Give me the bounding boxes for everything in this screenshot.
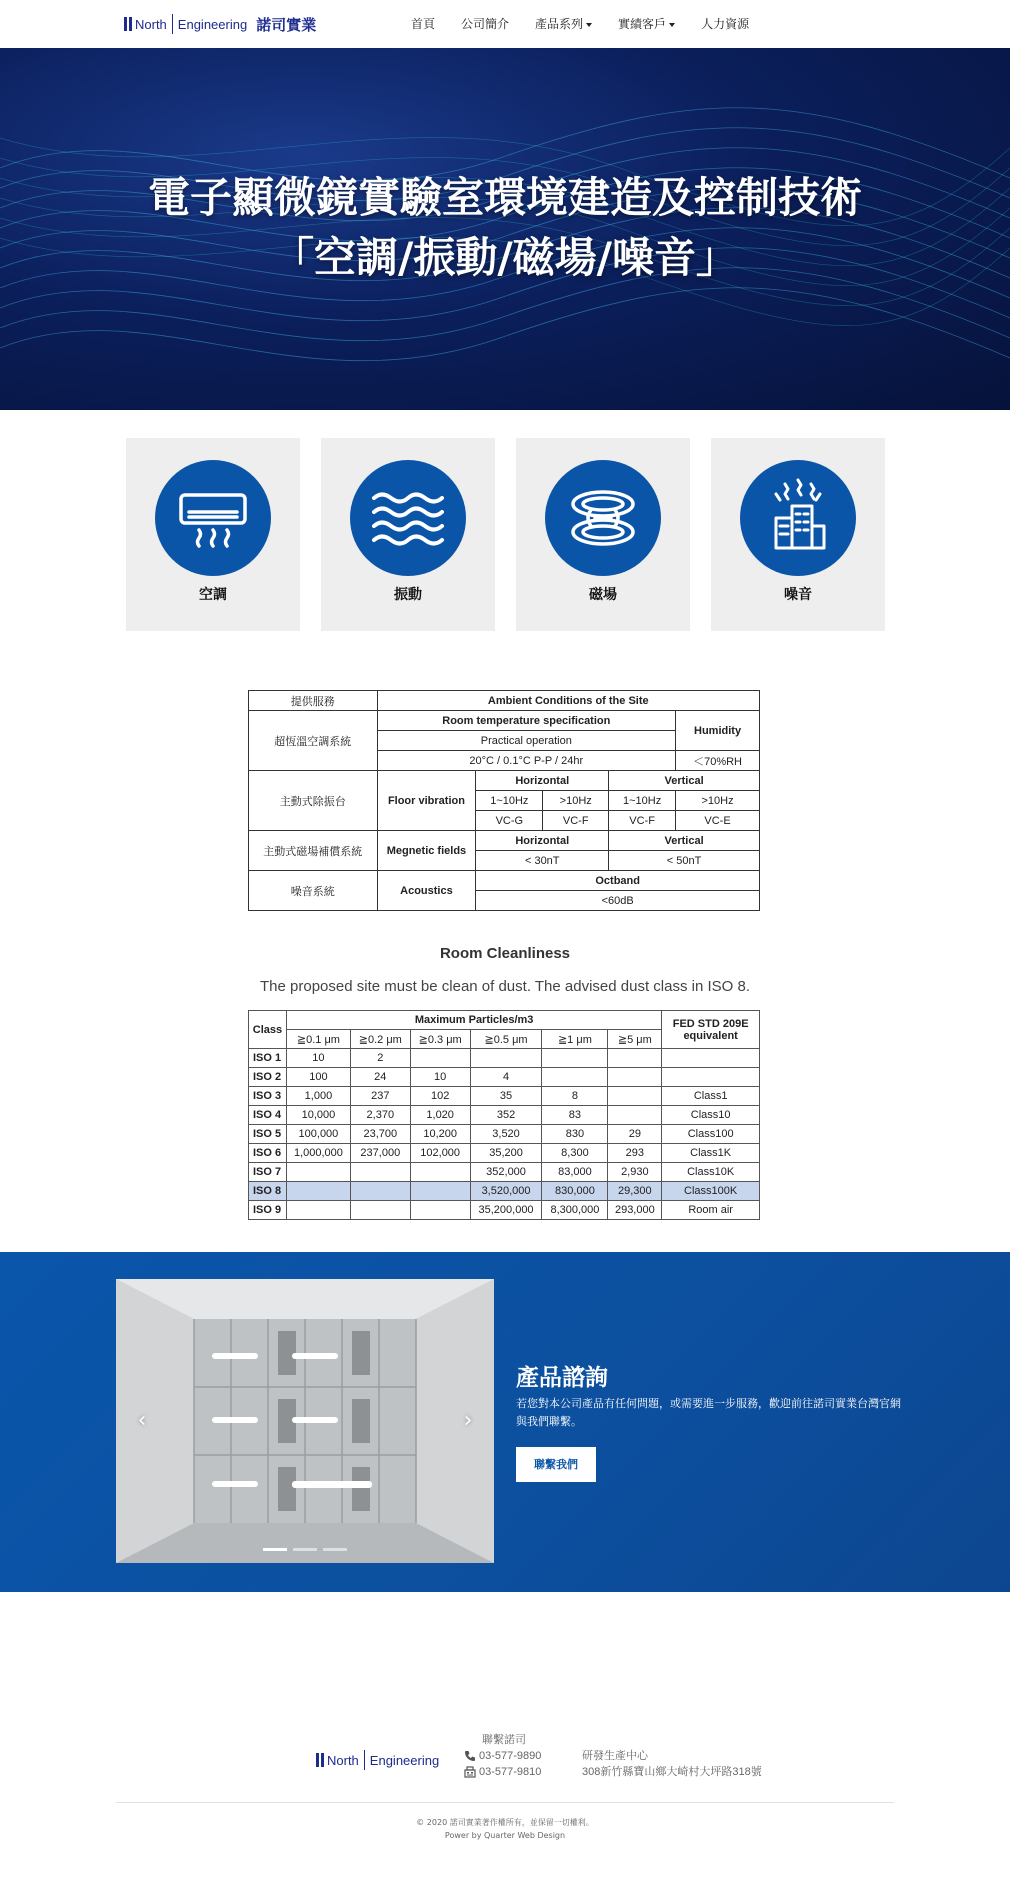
hero-title-line2: 「空調/振動/磁場/噪音」 bbox=[271, 233, 739, 282]
feature-card-noise[interactable] bbox=[711, 438, 885, 631]
table-row bbox=[249, 771, 760, 791]
particle-count-cell: 3,520 bbox=[470, 1125, 542, 1144]
fed-equivalent-cell: Class10K bbox=[662, 1163, 760, 1182]
logo-divider bbox=[172, 14, 173, 34]
particle-count-cell: 2,930 bbox=[608, 1163, 662, 1182]
nav-item-label: 公司簡介 bbox=[461, 17, 510, 31]
table-row bbox=[249, 1201, 760, 1220]
particle-count-cell bbox=[608, 1049, 662, 1068]
particle-count-cell bbox=[608, 1087, 662, 1106]
fed-equivalent-cell bbox=[662, 1049, 760, 1068]
particle-count-cell: 1,020 bbox=[410, 1106, 470, 1125]
table-header-ambient: Ambient Conditions of the Site bbox=[377, 691, 759, 711]
particle-count-cell bbox=[286, 1201, 350, 1220]
fed-equivalent-cell bbox=[662, 1068, 760, 1087]
nav-item-about[interactable] bbox=[461, 15, 509, 32]
acoustics: Acoustics bbox=[377, 871, 476, 911]
vib-range: >10Hz bbox=[543, 791, 609, 811]
class-header: Class bbox=[249, 1011, 287, 1049]
table-row bbox=[249, 871, 760, 891]
particle-count-cell: 83,000 bbox=[542, 1163, 608, 1182]
logo-engineering-text: Engineering bbox=[177, 16, 248, 32]
particle-count-cell: 23,700 bbox=[350, 1125, 410, 1144]
particle-count-cell: 8,300 bbox=[542, 1144, 608, 1163]
table-row bbox=[249, 1144, 760, 1163]
hero-banner bbox=[0, 48, 1010, 410]
particle-count-cell bbox=[608, 1106, 662, 1125]
particle-count-cell: 100 bbox=[286, 1068, 350, 1087]
service-acoustic: 噪音系統 bbox=[249, 871, 378, 911]
footer-contact bbox=[464, 1732, 541, 1780]
particle-count-cell: 237,000 bbox=[350, 1144, 410, 1163]
iso-class-cell: ISO 2 bbox=[249, 1068, 287, 1087]
table-header-service: 提供服務 bbox=[249, 691, 378, 711]
main-menu bbox=[411, 15, 775, 32]
vib-range: 1~10Hz bbox=[476, 791, 543, 811]
carousel-dot[interactable] bbox=[263, 1548, 287, 1551]
particle-count-cell: 830 bbox=[542, 1125, 608, 1144]
footer-divider bbox=[116, 1802, 894, 1803]
fed-equivalent-cell: Class10 bbox=[662, 1106, 760, 1125]
logo-bars-icon bbox=[316, 1753, 324, 1767]
logo-north-text: North bbox=[135, 16, 167, 32]
particle-count-cell bbox=[286, 1182, 350, 1201]
table-row bbox=[249, 1011, 760, 1030]
nav-item-label: 人力資源 bbox=[701, 17, 750, 31]
logo-engineering-text: Engineering bbox=[369, 1752, 440, 1768]
particle-count-cell: 8 bbox=[542, 1087, 608, 1106]
room-temp-spec: Room temperature specification bbox=[377, 711, 676, 731]
carousel-dot[interactable] bbox=[323, 1548, 347, 1551]
carousel-dot[interactable] bbox=[293, 1548, 317, 1551]
particle-count-cell: 352 bbox=[470, 1106, 542, 1125]
particle-count-cell: 2,370 bbox=[350, 1106, 410, 1125]
particle-count-cell: 35,200,000 bbox=[470, 1201, 542, 1220]
size-header: ≧1 μm bbox=[542, 1030, 608, 1049]
fax-number: 03-577-9810 bbox=[479, 1766, 542, 1778]
table-row bbox=[249, 711, 760, 731]
floor-vibration: Floor vibration bbox=[377, 771, 476, 831]
particle-count-cell bbox=[608, 1068, 662, 1087]
particle-count-cell: 102,000 bbox=[410, 1144, 470, 1163]
feature-label: 噪音 bbox=[784, 587, 812, 603]
particle-count-cell: 4 bbox=[470, 1068, 542, 1087]
footer-address-text: 308新竹縣寶山鄉大崎村大坪路318號 bbox=[582, 1766, 762, 1778]
particle-count-cell: 10,000 bbox=[286, 1106, 350, 1125]
footer-address bbox=[582, 1748, 762, 1780]
particle-count-cell: 237 bbox=[350, 1087, 410, 1106]
particle-count-cell: 830,000 bbox=[542, 1182, 608, 1201]
particle-count-cell: 29,300 bbox=[608, 1182, 662, 1201]
nav-item-products[interactable] bbox=[535, 15, 592, 32]
size-header: ≧5 μm bbox=[608, 1030, 662, 1049]
footer-logo[interactable] bbox=[316, 1750, 439, 1770]
vib-horizontal: Horizontal bbox=[476, 771, 609, 791]
humidity-header: Humidity bbox=[676, 711, 760, 751]
nav-item-home[interactable] bbox=[411, 15, 435, 32]
iso-class-cell: ISO 8 bbox=[249, 1182, 287, 1201]
particle-count-cell bbox=[410, 1201, 470, 1220]
nav-item-label: 產品系列 bbox=[535, 17, 584, 31]
logo-north-text: North bbox=[327, 1752, 359, 1768]
feature-card-vibration[interactable] bbox=[321, 438, 495, 631]
fed-equivalent-cell: Class100 bbox=[662, 1125, 760, 1144]
iso-class-cell: ISO 9 bbox=[249, 1201, 287, 1220]
product-inquiry-section bbox=[0, 1252, 1010, 1592]
particle-count-cell bbox=[542, 1068, 608, 1087]
max-particles-header: Maximum Particles/m3 bbox=[286, 1011, 661, 1030]
practical-operation: Practical operation bbox=[377, 731, 676, 751]
mag-v-value: < 50nT bbox=[609, 851, 760, 871]
service-vibration: 主動式除振台 bbox=[249, 771, 378, 831]
carousel-next-button[interactable]: › bbox=[463, 1408, 473, 1433]
fax-icon bbox=[464, 1766, 476, 1778]
particle-count-cell bbox=[410, 1182, 470, 1201]
caret-down-icon bbox=[586, 23, 592, 27]
feature-label: 振動 bbox=[394, 587, 422, 603]
acoustic-value: <60dB bbox=[476, 891, 760, 911]
table-row bbox=[249, 1163, 760, 1182]
particle-count-cell bbox=[350, 1182, 410, 1201]
cleanroom-ceiling-image bbox=[116, 1279, 494, 1563]
fed-equivalent-cell: Class1K bbox=[662, 1144, 760, 1163]
particle-count-cell: 1,000 bbox=[286, 1087, 350, 1106]
cleanliness-title: Room Cleanliness bbox=[439, 945, 571, 962]
table-row bbox=[249, 1068, 760, 1087]
particle-count-cell bbox=[470, 1049, 542, 1068]
phone-icon bbox=[464, 1750, 476, 1762]
feature-label: 磁場 bbox=[589, 587, 617, 603]
particle-count-cell: 35,200 bbox=[470, 1144, 542, 1163]
site-logo[interactable] bbox=[124, 13, 316, 35]
copyright bbox=[0, 1816, 1010, 1842]
iso-class-cell: ISO 5 bbox=[249, 1125, 287, 1144]
iso-class-cell: ISO 7 bbox=[249, 1163, 287, 1182]
fed-header: FED STD 209E equivalent bbox=[662, 1011, 760, 1049]
particle-count-cell: 102 bbox=[410, 1087, 470, 1106]
particle-count-cell: 10 bbox=[410, 1068, 470, 1087]
caret-down-icon bbox=[669, 23, 675, 27]
vib-range: >10Hz bbox=[676, 791, 760, 811]
footer-fax bbox=[464, 1764, 541, 1780]
feature-card-magnetic[interactable] bbox=[516, 438, 690, 631]
nav-item-careers[interactable] bbox=[701, 15, 749, 32]
mag-h-value: < 30nT bbox=[476, 851, 609, 871]
ambient-conditions-table bbox=[248, 690, 760, 911]
nav-item-label: 實績客戶 bbox=[618, 17, 667, 31]
particle-count-cell: 24 bbox=[350, 1068, 410, 1087]
mag-horizontal: Horizontal bbox=[476, 831, 609, 851]
feature-card-air[interactable] bbox=[126, 438, 300, 631]
iso-class-cell: ISO 1 bbox=[249, 1049, 287, 1068]
magnet-coil-icon bbox=[545, 460, 661, 576]
size-header: ≧0.1 μm bbox=[286, 1030, 350, 1049]
particle-count-cell bbox=[286, 1163, 350, 1182]
top-navbar bbox=[0, 0, 1010, 48]
product-inquiry-text: 若您對本公司產品有任何問題，或需要進一步服務，歡迎前往諾司實業台灣官網與我們聯繫。 bbox=[516, 1397, 901, 1428]
particle-count-cell: 352,000 bbox=[470, 1163, 542, 1182]
iso-class-cell: ISO 3 bbox=[249, 1087, 287, 1106]
table-row bbox=[249, 691, 760, 711]
fed-equivalent-cell: Room air bbox=[662, 1201, 760, 1220]
vib-range: 1~10Hz bbox=[609, 791, 676, 811]
vib-value: VC-G bbox=[476, 811, 543, 831]
powered-by-text[interactable]: Power by Quarter Web Design bbox=[444, 1831, 566, 1840]
vib-vertical: Vertical bbox=[609, 771, 760, 791]
copyright-text: © 2020 諾司實業著作權所有，並保留一切權利。 bbox=[416, 1818, 594, 1827]
size-header: ≧0.5 μm bbox=[470, 1030, 542, 1049]
particle-count-cell bbox=[350, 1163, 410, 1182]
size-header: ≧0.2 μm bbox=[350, 1030, 410, 1049]
image-carousel[interactable] bbox=[116, 1279, 494, 1563]
hero-title-line1: 電子顯微鏡實驗室環境建造及控制技術 bbox=[147, 173, 862, 222]
particle-count-cell: 293,000 bbox=[608, 1201, 662, 1220]
waves-icon bbox=[350, 460, 466, 576]
particle-count-cell: 10 bbox=[286, 1049, 350, 1068]
carousel-prev-button[interactable]: ‹ bbox=[137, 1408, 147, 1433]
nav-item-label: 首頁 bbox=[411, 17, 436, 31]
logo-divider bbox=[364, 1750, 365, 1770]
iso-class-cell: ISO 6 bbox=[249, 1144, 287, 1163]
noise-building-icon bbox=[740, 460, 856, 576]
table-row bbox=[249, 831, 760, 851]
cleanliness-body bbox=[249, 1049, 760, 1220]
fed-equivalent-cell: Class1 bbox=[662, 1087, 760, 1106]
contact-us-button[interactable]: 聯繫我們 bbox=[516, 1447, 596, 1482]
particle-count-cell: 100,000 bbox=[286, 1125, 350, 1144]
carousel-indicators bbox=[116, 1548, 494, 1551]
vib-value: VC-E bbox=[676, 811, 760, 831]
particle-count-cell: 8,300,000 bbox=[542, 1201, 608, 1220]
cleanliness-table bbox=[248, 1010, 760, 1220]
table-row bbox=[249, 1087, 760, 1106]
particle-count-cell: 2 bbox=[350, 1049, 410, 1068]
mag-vertical: Vertical bbox=[609, 831, 760, 851]
particle-count-cell bbox=[542, 1049, 608, 1068]
phone-number[interactable]: 03-577-9890 bbox=[479, 1750, 542, 1762]
air-conditioner-icon bbox=[155, 460, 271, 576]
table-row bbox=[249, 1049, 760, 1068]
particle-count-cell bbox=[410, 1163, 470, 1182]
footer-contact-title: 聯繫諾司 bbox=[482, 1734, 526, 1746]
octband: Octband bbox=[476, 871, 760, 891]
particle-count-cell: 293 bbox=[608, 1144, 662, 1163]
particle-count-cell: 1,000,000 bbox=[286, 1144, 350, 1163]
product-inquiry-title: 產品諮詢 bbox=[516, 1365, 608, 1391]
particle-count-cell bbox=[350, 1201, 410, 1220]
size-header: ≧0.3 μm bbox=[410, 1030, 470, 1049]
table-row bbox=[249, 1182, 760, 1201]
service-magnetic: 主動式磁場補償系統 bbox=[249, 831, 378, 871]
iso-class-cell: ISO 4 bbox=[249, 1106, 287, 1125]
particle-count-cell: 29 bbox=[608, 1125, 662, 1144]
logo-chinese-text: 諾司實業 bbox=[256, 15, 317, 34]
nav-item-clients[interactable] bbox=[618, 15, 675, 32]
particle-count-cell: 35 bbox=[470, 1087, 542, 1106]
table-row bbox=[249, 1125, 760, 1144]
particle-count-cell: 3,520,000 bbox=[470, 1182, 542, 1201]
table-row bbox=[249, 1106, 760, 1125]
fed-equivalent-cell: Class100K bbox=[662, 1182, 760, 1201]
logo-bars-icon bbox=[124, 17, 132, 31]
footer-phone bbox=[464, 1748, 541, 1764]
temp-value: 20°C / 0.1°C P-P / 24hr bbox=[377, 751, 676, 771]
vib-value: VC-F bbox=[543, 811, 609, 831]
particle-count-cell bbox=[410, 1049, 470, 1068]
magnetic-fields: Megnetic fields bbox=[377, 831, 476, 871]
service-hvac: 超恆溫空調系統 bbox=[249, 711, 378, 771]
humidity-value: ＜70%RH bbox=[676, 751, 760, 771]
feature-label: 空調 bbox=[199, 587, 227, 603]
cleanliness-subtitle: The proposed site must be clean of dust. The advised dust class in ISO 8. bbox=[260, 978, 750, 995]
vib-value: VC-F bbox=[609, 811, 676, 831]
particle-count-cell: 10,200 bbox=[410, 1125, 470, 1144]
footer-center: 研發生產中心 bbox=[582, 1750, 648, 1762]
particle-count-cell: 83 bbox=[542, 1106, 608, 1125]
